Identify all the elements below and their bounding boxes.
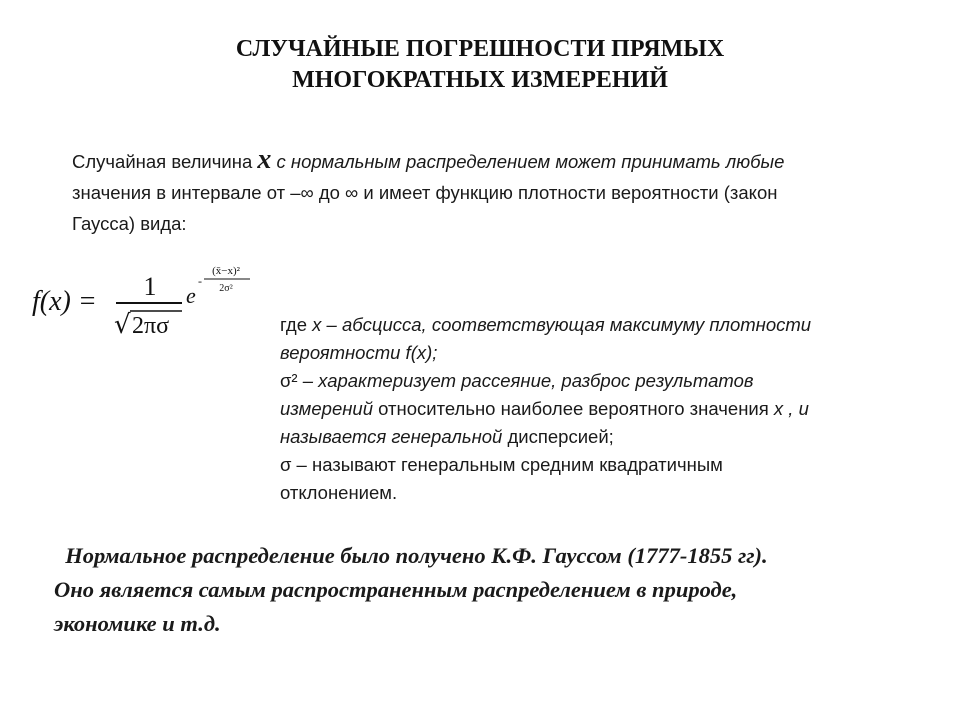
conclusion-paragraph (54, 539, 934, 641)
formula-exponent-numerator: (x̄−x)² (212, 265, 240, 277)
definition-line-1 (280, 311, 920, 339)
definition-line-7: отклонением. (280, 482, 398, 503)
intro-line-1 (72, 146, 892, 177)
formula-numerator: 1 (143, 272, 157, 301)
definition-text: относительно наиболее вероятного значения (373, 398, 774, 419)
intro-text-start: Случайная величина (72, 151, 258, 172)
intro-text-continued: с нормальным распределением может принимать любые (271, 151, 785, 172)
formula-exponential-base: e (186, 283, 196, 308)
definition-line-6: σ – называют генеральным средним квадратичным (280, 454, 723, 475)
formula-exponent-denominator: 2σ² (219, 283, 233, 294)
definition-text-italic: называется генеральной (280, 426, 503, 447)
conclusion-line-3: экономике и т.д. (54, 611, 221, 636)
title-line-1: СЛУЧАЙНЫЕ ПОГРЕШНОСТИ ПРЯМЫХ (235, 36, 725, 62)
random-variable-symbol: x (257, 144, 272, 175)
definition-text-italic: – характеризует рассеяние, разброс результатов (302, 370, 754, 391)
definition-line-5 (280, 423, 920, 451)
definition-text-italic: измерений (280, 398, 373, 419)
formula-exponent-minus: - (198, 274, 202, 288)
formula-lhs: f(x) = (32, 286, 97, 317)
intro-paragraph (72, 146, 892, 239)
conclusion-line-1: Нормальное распределение было получено К.Ф. Гауссом (1777-1855 гг). (54, 543, 768, 568)
title-line-2: МНОГОКРАТНЫХ ИЗМЕРЕНИЙ (292, 67, 668, 93)
definition-line-4 (280, 395, 920, 423)
sigma-squared-symbol: σ² (280, 370, 303, 391)
definition-text-italic: x – абсцисса, соответствующая максимуму плотности (312, 314, 812, 335)
definition-text: где (280, 314, 313, 335)
formula-radicand: 2πσ (132, 313, 170, 339)
gauss-formula (30, 255, 270, 345)
definitions-block (280, 311, 920, 507)
conclusion-line-2: Оно является самым распространенным распределением в природе, (54, 577, 738, 602)
definition-text-italic: x , и (773, 398, 809, 419)
intro-line-3: Гаусса) вида: (72, 213, 187, 234)
slide-title (0, 34, 960, 96)
intro-line-2: значения в интервале от –∞ до ∞ и имеет функцию плотности вероятности (закон (72, 182, 778, 203)
definition-line-2: вероятности f(x); (280, 342, 438, 363)
formula-radical-sign: √ (114, 310, 131, 340)
definition-line-3 (280, 367, 920, 395)
definition-text: дисперсией; (502, 426, 614, 447)
